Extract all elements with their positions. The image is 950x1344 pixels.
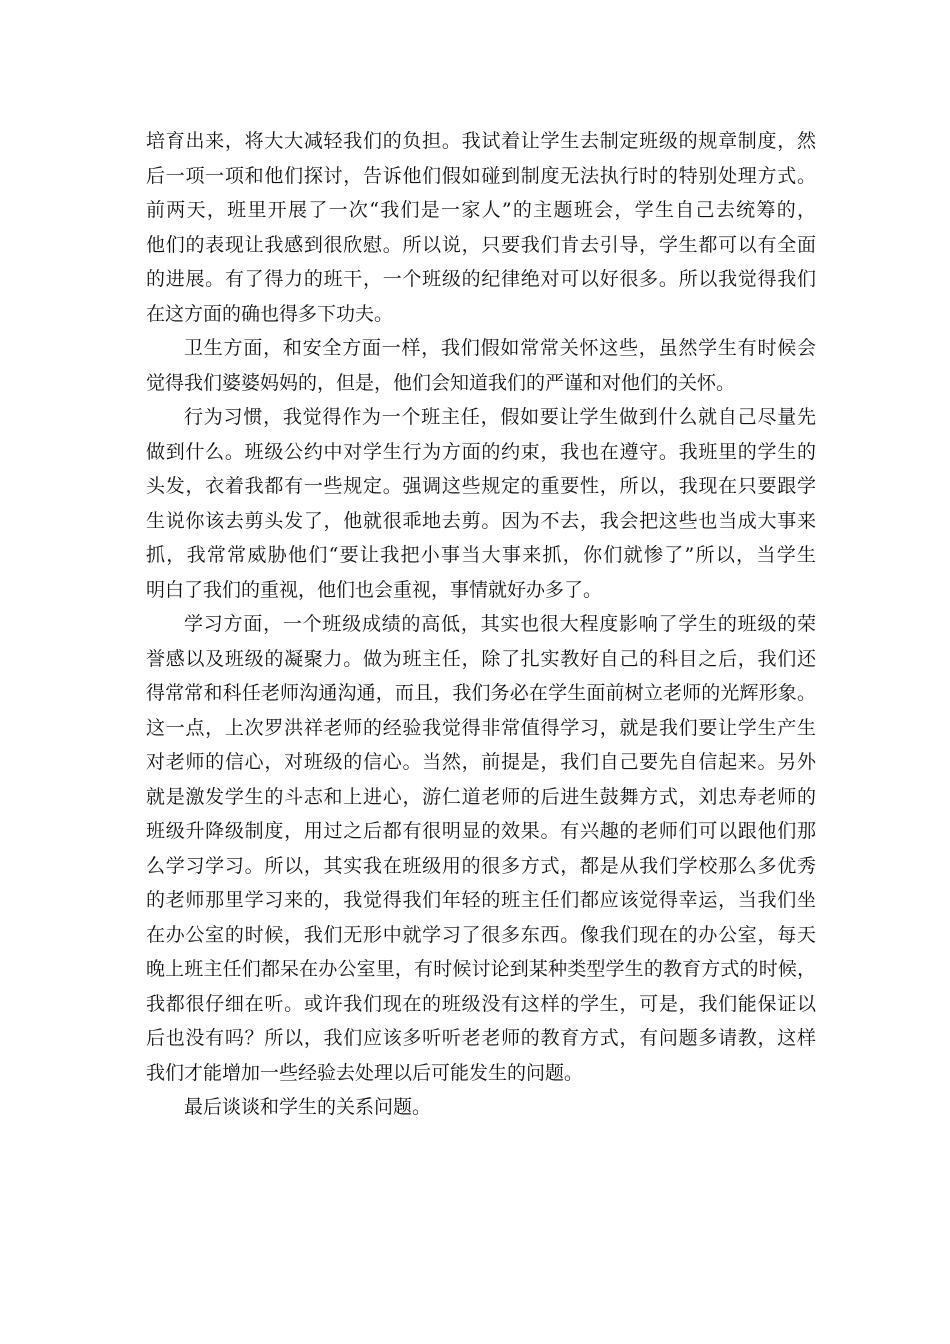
document-body — [146, 124, 816, 1125]
text-line: 卫生方面，和安全方面一样，我们假如常常关怀这些，虽然学生有时候会 — [184, 337, 816, 359]
text-line: 就是激发学生的斗志和上进心，游仁道老师的后进生鼓舞方式，刘忠寿老师的 — [146, 785, 816, 808]
text-line: 做到什么。班级公约中对学生行为方面的约束，我也在遵守。我班里的学生的 — [146, 440, 816, 463]
text-line: 我们才能增加一些经验去处理以后可能发生的问题。 — [146, 1061, 584, 1084]
text-line: 头发，衣着我都有一些规定。强调这些规定的重要性，所以，我现在只要跟学 — [146, 475, 816, 497]
text-line: 抓，我常常威胁他们“要让我把小事当大事来抓，你们就惨了”所以，当学生 — [146, 544, 816, 566]
text-line: 的进展。有了得力的班干，一个班级的纪律绝对可以好很多。所以我觉得我们 — [146, 268, 816, 290]
text-line: 行为习惯，我觉得作为一个班主任，假如要让学生做到什么就自己尽量先 — [184, 406, 816, 428]
text-line: 培育出来，将大大减轻我们的负担。我试着让学生去制定班级的规章制度，然 — [146, 130, 816, 152]
text-line: 誉感以及班级的凝聚力。做为班主任，除了扎实教好自己的科目之后，我们还 — [146, 647, 816, 670]
text-line: 前两天，班里开展了一次“我们是一家人”的主题班会，学生自己去统筹的， — [146, 199, 816, 221]
text-line: 最后谈谈和学生的关系问题。 — [184, 1096, 432, 1118]
text-line: 班级升降级制度，用过之后都有很明显的效果。有兴趣的老师们可以跟他们那 — [146, 820, 816, 842]
text-line: 我都很仔细在听。或许我们现在的班级没有这样的学生，可是，我们能保证以 — [146, 992, 816, 1015]
text-line: 这一点，上次罗洪祥老师的经验我觉得非常值得学习，就是我们要让学生产生 — [146, 716, 816, 739]
text-line: 后一项一项和他们探讨，告诉他们假如碰到制度无法执行时的特别处理方式。 — [146, 164, 816, 187]
text-line: 晚上班主任们都呆在办公室里，有时候讨论到某种类型学生的教育方式的时候， — [146, 958, 816, 980]
text-line: 的老师那里学习来的，我觉得我们年轻的班主任们都应该觉得幸运，当我们坐 — [146, 889, 816, 911]
text-line: 在办公室的时候，我们无形中就学习了很多东西。像我们现在的办公室，每天 — [146, 923, 816, 946]
text-line: 在这方面的确也得多下功夫。 — [146, 302, 394, 325]
text-line: 生说你该去剪头发了，他就很乖地去剪。因为不去，我会把这些也当成大事来 — [146, 509, 816, 532]
text-line: 学习方面，一个班级成绩的高低，其实也很大程度影响了学生的班级的荣 — [184, 613, 816, 635]
text-line: 后也没有吗？所以，我们应该多听听老老师的教育方式，有问题多请教，这样 — [146, 1027, 816, 1049]
text-line: 他们的表现让我感到很欣慰。所以说，只要我们肯去引导，学生都可以有全面 — [146, 233, 816, 256]
text-line: 明白了我们的重视，他们也会重视，事情就好办多了。 — [146, 578, 603, 601]
text-line: 对老师的信心，对班级的信心。当然，前提是，我们自己要先自信起来。另外 — [146, 751, 816, 773]
text-line: 觉得我们婆婆妈妈的，但是，他们会知道我们的严谨和对他们的关怀。 — [146, 371, 736, 394]
text-line: 得常常和科任老师沟通沟通，而且，我们务必在学生面前树立老师的光辉形象。 — [146, 682, 816, 704]
text-line: 么学习学习。所以，其实我在班级用的很多方式，都是从我们学校那么多优秀 — [146, 854, 816, 877]
